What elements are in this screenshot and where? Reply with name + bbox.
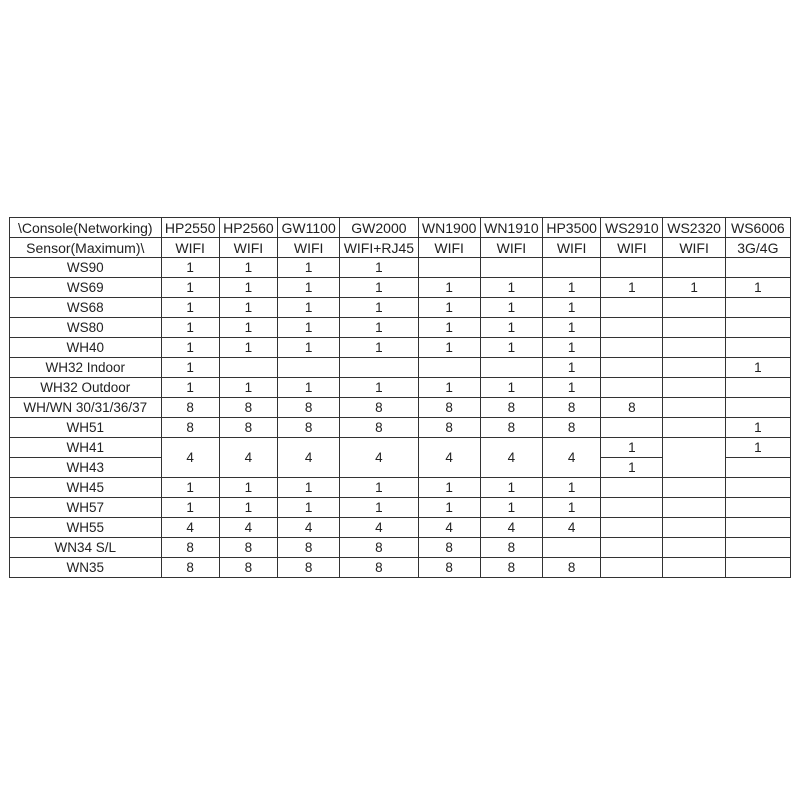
sensor-count-cell — [601, 558, 663, 578]
sensor-name: WN34 S/L — [10, 538, 162, 558]
sensor-count-cell: 1 — [340, 378, 418, 398]
sensor-count-cell — [663, 258, 725, 278]
sensor-count-cell: 1 — [161, 258, 219, 278]
table-row — [10, 558, 791, 578]
sensor-count-cell: 4 — [543, 438, 601, 478]
sensor-count-cell: 1 — [219, 338, 277, 358]
sensor-count-cell: 4 — [219, 518, 277, 538]
sensor-count-cell: 8 — [219, 558, 277, 578]
sensor-count-cell: 1 — [601, 278, 663, 298]
sensor-count-cell: 1 — [601, 438, 663, 458]
sensor-count-cell — [725, 558, 790, 578]
sensor-count-cell — [601, 518, 663, 538]
table-row — [10, 538, 791, 558]
sensor-count-cell: 1 — [278, 278, 340, 298]
table-row — [10, 418, 791, 438]
compatibility-table — [9, 217, 791, 578]
sensor-count-cell: 4 — [340, 438, 418, 478]
sensor-count-cell: 1 — [418, 318, 480, 338]
sensor-count-cell: 8 — [161, 538, 219, 558]
sensor-count-cell — [601, 378, 663, 398]
sensor-name: WH57 — [10, 498, 162, 518]
sensor-count-cell — [663, 478, 725, 498]
table-row — [10, 438, 791, 458]
sensor-name: WH45 — [10, 478, 162, 498]
connection-type: 3G/4G — [725, 238, 790, 258]
connection-type: WIFI — [663, 238, 725, 258]
sensor-count-cell: 1 — [161, 358, 219, 378]
sensor-count-cell: 1 — [219, 298, 277, 318]
sensor-name: WS90 — [10, 258, 162, 278]
sensor-count-cell: 1 — [418, 278, 480, 298]
connection-type: WIFI — [418, 238, 480, 258]
sensor-name: WN35 — [10, 558, 162, 578]
sensor-count-cell: 8 — [418, 398, 480, 418]
sensor-count-cell: 8 — [278, 418, 340, 438]
sensor-count-cell — [663, 358, 725, 378]
sensor-count-cell — [725, 538, 790, 558]
sensor-count-cell: 4 — [278, 518, 340, 538]
sensor-count-cell — [663, 398, 725, 418]
sensor-count-cell: 1 — [543, 318, 601, 338]
sensor-count-cell: 8 — [418, 558, 480, 578]
sensor-count-cell — [543, 258, 601, 278]
connection-type: WIFI — [543, 238, 601, 258]
sensor-count-cell: 1 — [340, 478, 418, 498]
connection-type: WIFI — [161, 238, 219, 258]
table-row — [10, 518, 791, 538]
sensor-count-cell: 1 — [418, 478, 480, 498]
sensor-count-cell: 1 — [340, 498, 418, 518]
sensor-name: WS80 — [10, 318, 162, 338]
sensor-count-cell: 8 — [480, 398, 542, 418]
sensor-name: WH32 Outdoor — [10, 378, 162, 398]
sensor-count-cell — [663, 438, 725, 478]
sensor-count-cell — [663, 558, 725, 578]
sensor-count-cell — [725, 298, 790, 318]
sensor-count-cell — [725, 258, 790, 278]
table-row — [10, 398, 791, 418]
sensor-count-cell — [725, 458, 790, 478]
sensor-count-cell: 1 — [543, 338, 601, 358]
sensor-count-cell: 4 — [219, 438, 277, 478]
sensor-count-cell: 1 — [725, 418, 790, 438]
sensor-count-cell: 8 — [219, 538, 277, 558]
sensor-count-cell: 8 — [161, 418, 219, 438]
connection-type: WIFI — [601, 238, 663, 258]
sensor-count-cell: 1 — [418, 298, 480, 318]
sensor-count-cell — [663, 338, 725, 358]
sensor-count-cell — [663, 498, 725, 518]
sensor-count-cell: 8 — [161, 558, 219, 578]
sensor-count-cell — [601, 538, 663, 558]
sensor-count-cell: 1 — [663, 278, 725, 298]
sensor-count-cell: 1 — [278, 318, 340, 338]
sensor-count-cell: 8 — [340, 538, 418, 558]
sensor-count-cell: 1 — [219, 318, 277, 338]
sensor-name: WH55 — [10, 518, 162, 538]
table-row — [10, 378, 791, 398]
connection-type: WIFI — [219, 238, 277, 258]
sensor-name: WH41 — [10, 438, 162, 458]
sensor-count-cell — [663, 418, 725, 438]
sensor-count-cell — [543, 538, 601, 558]
sensor-count-cell: 8 — [480, 538, 542, 558]
sensor-name: WS68 — [10, 298, 162, 318]
sensor-count-cell: 1 — [161, 298, 219, 318]
sensor-count-cell: 8 — [161, 398, 219, 418]
sensor-count-cell — [601, 358, 663, 378]
sensor-count-cell — [663, 518, 725, 538]
sensor-name: WH32 Indoor — [10, 358, 162, 378]
sensor-count-cell: 1 — [543, 478, 601, 498]
sensor-count-cell — [725, 338, 790, 358]
sensor-count-cell — [725, 378, 790, 398]
sensor-count-cell — [601, 318, 663, 338]
connection-type: WIFI — [480, 238, 542, 258]
sensor-count-cell: 1 — [543, 298, 601, 318]
table-row — [10, 318, 791, 338]
sensor-count-cell: 1 — [340, 318, 418, 338]
sensor-count-cell — [480, 358, 542, 378]
sensor-count-cell: 1 — [340, 298, 418, 318]
table-row — [10, 298, 791, 318]
table-row — [10, 258, 791, 278]
sensor-count-cell: 8 — [219, 418, 277, 438]
sensor-count-cell — [663, 378, 725, 398]
sensor-count-cell: 1 — [480, 318, 542, 338]
sensor-count-cell: 1 — [725, 278, 790, 298]
sensor-count-cell: 8 — [601, 398, 663, 418]
sensor-count-cell: 1 — [480, 298, 542, 318]
sensor-count-cell: 1 — [725, 438, 790, 458]
sensor-count-cell: 1 — [219, 278, 277, 298]
sensor-count-cell — [601, 478, 663, 498]
console-name: GW2000 — [340, 218, 418, 238]
sensor-count-cell — [340, 358, 418, 378]
sensor-count-cell: 1 — [543, 278, 601, 298]
table-row — [10, 478, 791, 498]
sensor-count-cell: 1 — [161, 378, 219, 398]
sensor-count-cell — [480, 258, 542, 278]
sensor-count-cell: 8 — [219, 398, 277, 418]
sensor-count-cell: 8 — [418, 538, 480, 558]
sensor-name: WS69 — [10, 278, 162, 298]
sensor-count-cell — [725, 518, 790, 538]
sensor-count-cell: 1 — [278, 338, 340, 358]
sensor-count-cell: 1 — [161, 478, 219, 498]
sensor-count-cell — [725, 318, 790, 338]
sensor-count-cell — [663, 538, 725, 558]
sensor-name: WH51 — [10, 418, 162, 438]
table-row — [10, 338, 791, 358]
connection-type: WIFI+RJ45 — [340, 238, 418, 258]
sensor-count-cell: 8 — [543, 558, 601, 578]
sensor-count-cell: 1 — [278, 298, 340, 318]
corner-sensor-label: Sensor(Maximum)\ — [10, 238, 162, 258]
sensor-count-cell: 1 — [543, 378, 601, 398]
sensor-count-cell: 4 — [340, 518, 418, 538]
console-header-row — [10, 218, 791, 238]
sensor-count-cell — [601, 498, 663, 518]
sensor-count-cell: 1 — [278, 498, 340, 518]
sensor-count-cell: 4 — [418, 438, 480, 478]
sensor-count-cell: 1 — [480, 478, 542, 498]
sensor-count-cell: 8 — [480, 558, 542, 578]
sensor-count-cell: 4 — [480, 518, 542, 538]
sensor-count-cell: 1 — [480, 278, 542, 298]
sensor-count-cell: 4 — [480, 438, 542, 478]
sensor-count-cell: 8 — [543, 398, 601, 418]
console-name: WS6006 — [725, 218, 790, 238]
sensor-count-cell — [601, 298, 663, 318]
sensor-count-cell: 1 — [543, 498, 601, 518]
sensor-count-cell: 1 — [418, 378, 480, 398]
console-name: HP2550 — [161, 218, 219, 238]
sensor-count-cell: 4 — [161, 518, 219, 538]
sensor-count-cell — [601, 418, 663, 438]
sensor-count-cell: 1 — [219, 498, 277, 518]
console-name: WN1910 — [480, 218, 542, 238]
sensor-count-cell — [725, 398, 790, 418]
sensor-count-cell: 1 — [543, 358, 601, 378]
sensor-count-cell: 4 — [278, 438, 340, 478]
sensor-count-cell: 1 — [725, 358, 790, 378]
sensor-count-cell — [278, 358, 340, 378]
table-row — [10, 358, 791, 378]
sensor-count-cell: 1 — [418, 338, 480, 358]
sensor-count-cell — [725, 478, 790, 498]
sensor-count-cell: 1 — [219, 378, 277, 398]
sensor-count-cell: 1 — [219, 258, 277, 278]
sensor-count-cell: 1 — [278, 258, 340, 278]
sensor-count-cell — [663, 298, 725, 318]
console-name: WS2320 — [663, 218, 725, 238]
sensor-count-cell: 8 — [543, 418, 601, 438]
sensor-count-cell: 1 — [278, 478, 340, 498]
sensor-count-cell: 1 — [340, 258, 418, 278]
sensor-name: WH43 — [10, 458, 162, 478]
console-name: GW1100 — [278, 218, 340, 238]
sensor-count-cell: 8 — [340, 558, 418, 578]
sensor-count-cell: 1 — [480, 498, 542, 518]
sensor-count-cell — [725, 498, 790, 518]
sensor-count-cell: 8 — [340, 398, 418, 418]
table-row — [10, 278, 791, 298]
sensor-count-cell: 1 — [340, 278, 418, 298]
sensor-count-cell: 1 — [161, 338, 219, 358]
sensor-count-cell — [663, 318, 725, 338]
console-name: HP3500 — [543, 218, 601, 238]
sensor-count-cell — [418, 358, 480, 378]
sensor-count-cell — [418, 258, 480, 278]
sensor-count-cell — [601, 258, 663, 278]
sensor-count-cell: 1 — [418, 498, 480, 518]
console-name: WN1900 — [418, 218, 480, 238]
sensor-count-cell: 1 — [161, 318, 219, 338]
sensor-count-cell: 4 — [161, 438, 219, 478]
console-name: HP2560 — [219, 218, 277, 238]
sensor-count-cell: 8 — [418, 418, 480, 438]
connection-header-row — [10, 238, 791, 258]
sensor-count-cell: 4 — [418, 518, 480, 538]
sensor-count-cell: 8 — [340, 418, 418, 438]
table-row — [10, 498, 791, 518]
sensor-count-cell: 8 — [278, 398, 340, 418]
corner-console-label: \Console(Networking) — [10, 218, 162, 238]
sensor-count-cell: 1 — [340, 338, 418, 358]
sensor-rows — [10, 258, 791, 578]
sensor-count-cell: 8 — [278, 538, 340, 558]
sensor-count-cell: 4 — [543, 518, 601, 538]
sensor-count-cell: 8 — [480, 418, 542, 438]
sensor-count-cell: 1 — [601, 458, 663, 478]
sensor-count-cell: 1 — [161, 498, 219, 518]
sensor-count-cell — [601, 338, 663, 358]
sensor-name: WH/WN 30/31/36/37 — [10, 398, 162, 418]
sensor-count-cell: 1 — [278, 378, 340, 398]
sensor-count-cell — [219, 358, 277, 378]
sensor-count-cell: 1 — [480, 378, 542, 398]
sensor-count-cell: 1 — [161, 278, 219, 298]
sensor-count-cell: 1 — [480, 338, 542, 358]
connection-type: WIFI — [278, 238, 340, 258]
sensor-count-cell: 8 — [278, 558, 340, 578]
console-name: WS2910 — [601, 218, 663, 238]
sensor-count-cell: 1 — [219, 478, 277, 498]
sensor-name: WH40 — [10, 338, 162, 358]
